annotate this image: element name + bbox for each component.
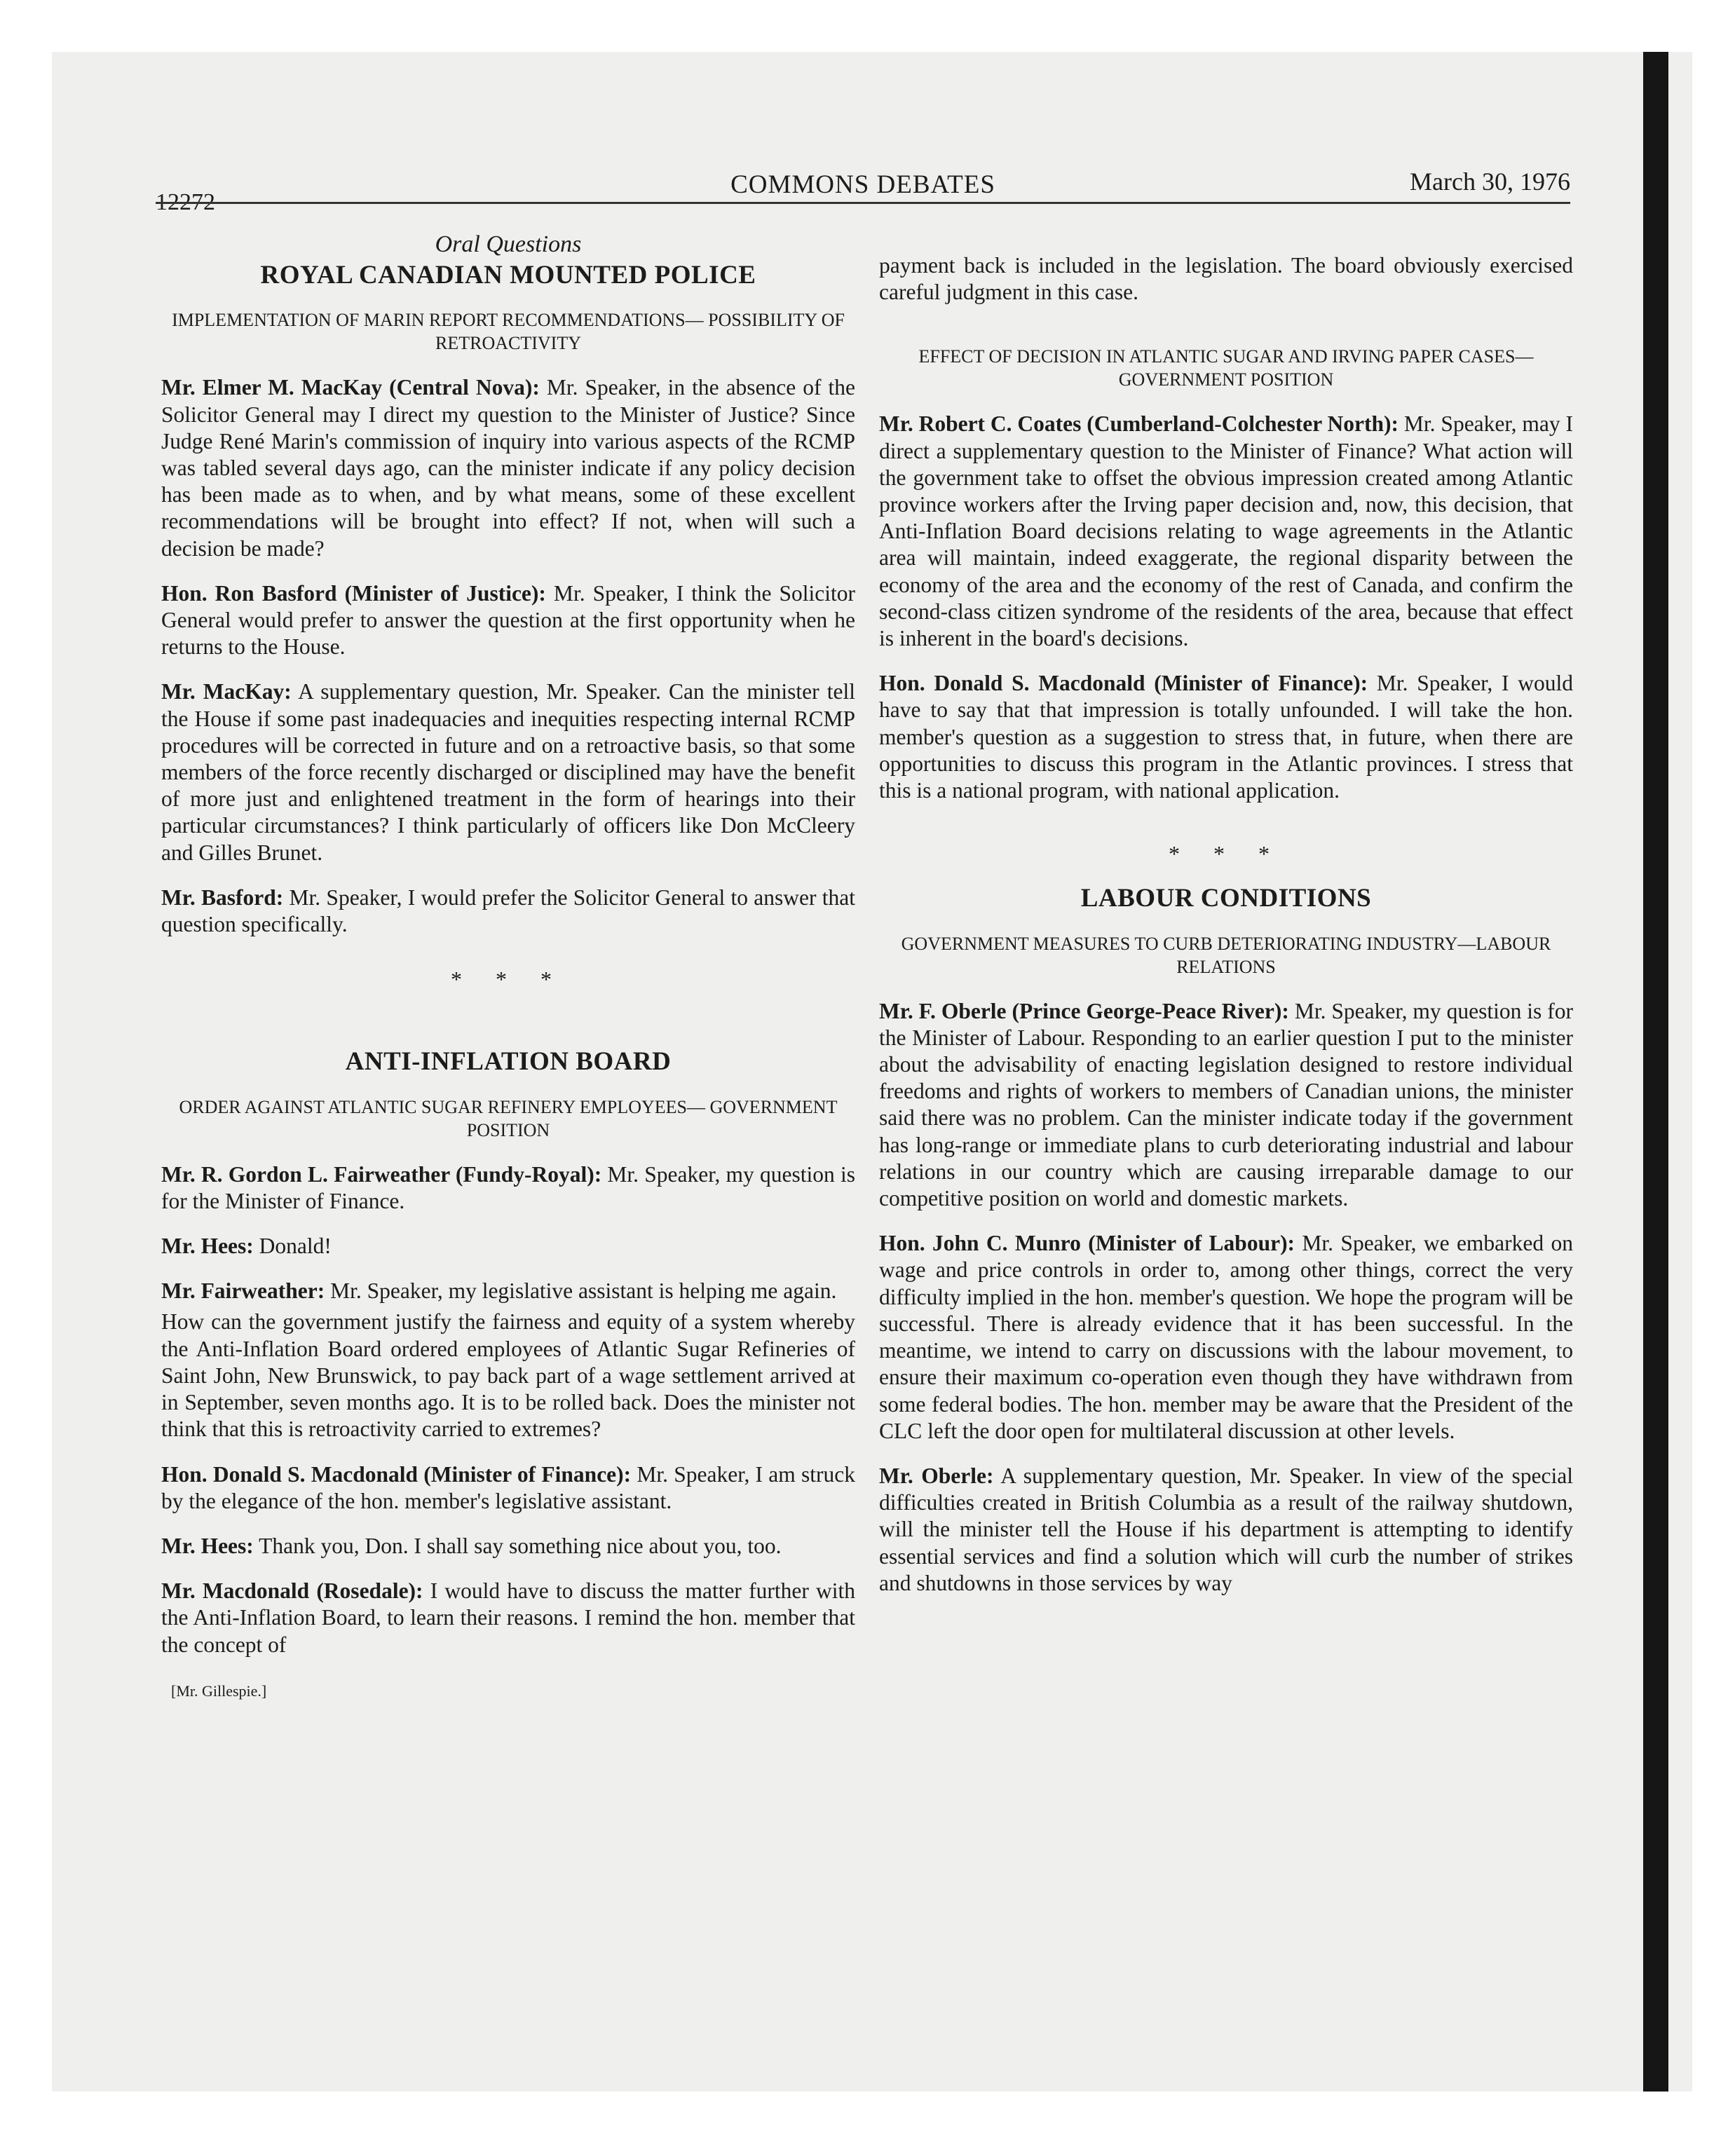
right-column — [879, 252, 1573, 1597]
speech-text: Mr. Speaker, my question is for the Minister of Labour. Responding to an earlier question I put to the minister about the advisability of enacting legislation designed to restore individual freedoms and rights of workers to members of Canadian unions, the minister said there was no problem. Can the minister indicate today if the government has long-range or immediate plans to curb deteriorating industrial and labour relations in our country which are causing irreparable damage to our competitive position on world and domestic markets. — [879, 998, 1573, 1211]
speech-paragraph — [879, 411, 1573, 652]
labour-heading: LABOUR CONDITIONS — [1080, 884, 1372, 913]
continued-paragraph: payment back is included in the legislation. The board obviously exercised careful judgment in this case. — [879, 253, 1573, 305]
anti-inflation-subheading: ORDER AGAINST ATLANTIC SUGAR REFINERY EMPLOYEES— GOVERNMENT POSITION — [179, 1096, 838, 1140]
speaker-name: Mr. Fairweather: — [161, 1278, 325, 1304]
atlantic-sugar-subheading: EFFECT OF DECISION IN ATLANTIC SUGAR AND IRVING PAPER CASES—GOVERNMENT POSITION — [918, 346, 1534, 390]
speech-text: Mr. Speaker, I think the Solicitor General would prefer to answer the question at the first opportunity when he returns to the House. — [161, 580, 855, 660]
speech-paragraph — [161, 1461, 855, 1515]
speech-text: I would have to discuss the matter further with the Anti-Inflation Board, to learn their reasons. I remind the hon. member that the concept of — [161, 1578, 855, 1657]
speaker-name: Mr. Hees: — [161, 1533, 254, 1558]
speaker-name: Mr. Basford: — [161, 885, 284, 910]
speech-text: Mr. Speaker, may I direct a supplementary question to the Minister of Finance? What action will the government take to offset the obvious impression created among Atlantic province workers after the Irving paper decision and, now, this decision, that Anti-Inflation Board decisions relating to wage agreements in the Atlantic area will maintain, indeed exaggerate, the regional disparity between the economy of the area and the economy of the rest of Canada, and confirm the second-class citizen syndrome of the residents of the area, because that effect is inherent in the board's decisions. — [879, 411, 1573, 651]
speech-paragraph: How can the government justify the fairness and equity of a system whereby the Anti-Inflation Board ordered employees of Atlantic Sugar Refineries of Saint John, New Brunswick, to pay back part of a wage settlement arrived at in September, seven months ago. It is to be rolled back. Does the minister not think that this is retroactivity carried to extremes? — [161, 1309, 855, 1442]
header-rule — [156, 202, 1570, 204]
speech-text: Mr. Speaker, I would prefer the Solicitor General to answer that question specifically. — [161, 885, 856, 937]
left-column — [161, 228, 855, 1705]
speech-paragraph — [161, 885, 855, 938]
rcmp-subheading: IMPLEMENTATION OF MARIN REPORT RECOMMENDATIONS— POSSIBILITY OF RETROACTIVITY — [172, 310, 845, 354]
scan-edge — [1643, 52, 1668, 2092]
speech-text: A supplementary question, Mr. Speaker. Can the minister tell the House if some past inadequacies and inequities respecting internal RCMP procedures will be corrected in future and on a retroactive basis, so that some members of the force recently discharged or disciplined may have the benefit of more just and enlightened treatment in the form of hearings into their particular circumstances? I think particularly of officers like Don McCleery and Gilles Brunet. — [161, 679, 855, 865]
speaker-name: Mr. MacKay: — [161, 679, 292, 704]
speech-paragraph — [161, 1161, 855, 1215]
speech-text: A supplementary question, Mr. Speaker. In view of the special difficulties created in British Columbia as a result of the railway shutdown, will the minister tell the House if his department is attempting to identify essential services and find a solution which will curb the number of strikes and shutdowns in those services by way — [879, 1463, 1573, 1595]
speaker-name: Mr. Hees: — [161, 1234, 254, 1259]
speech-paragraph — [879, 1230, 1573, 1445]
page-header — [156, 163, 1570, 215]
speaker-name: Mr. R. Gordon L. Fairweather (Fundy-Royal): — [161, 1161, 602, 1187]
speaker-name: Hon. Ron Basford (Minister of Justice): — [161, 580, 546, 606]
section-kicker: Oral Questions — [435, 231, 582, 257]
speaker-footnote: [Mr. Gillespie.] — [171, 1681, 267, 1700]
speech-text: Mr. Speaker, my legislative assistant is helping me again. — [325, 1278, 837, 1304]
section-divider: * * * — [1169, 841, 1284, 867]
speech-text: Donald! — [253, 1234, 332, 1259]
labour-subheading: GOVERNMENT MEASURES TO CURB DETERIORATING INDUSTRY—LABOUR RELATIONS — [901, 933, 1551, 977]
speech-paragraph — [161, 678, 855, 866]
speech-paragraph — [161, 1533, 855, 1560]
speaker-name: Mr. Elmer M. MacKay (Central Nova): — [161, 375, 540, 400]
rcmp-heading: ROYAL CANADIAN MOUNTED POLICE — [260, 261, 756, 290]
speaker-name: Hon. Donald S. Macdonald (Minister of Finance): — [879, 671, 1368, 696]
speaker-name: Mr. Macdonald (Rosedale): — [161, 1578, 423, 1604]
speech-text: Mr. Speaker, my question is for the Minister of Finance. — [161, 1161, 855, 1213]
speech-paragraph — [879, 998, 1573, 1213]
speaker-name: Mr. Robert C. Coates (Cumberland-Colchester North): — [879, 411, 1399, 437]
section-divider: * * * — [451, 967, 566, 992]
page-number: 12272 — [156, 189, 215, 215]
speech-paragraph — [161, 1278, 855, 1304]
publication-date: March 30, 1976 — [1410, 168, 1570, 196]
speech-text: Mr. Speaker, I am struck by the elegance of the hon. member's legislative assistant. — [161, 1461, 855, 1513]
speech-text: Mr. Speaker, in the absence of the Solicitor General may I direct my question to the Minister of Justice? Since Judge René Marin's commission of inquiry into various aspects of the RCMP was tabled several days ago, can the minister indicate if any policy decision has been made as to when, and by what means, some of these excellent recommendations will be brought into effect? If not, when will such a decision be made? — [161, 375, 855, 561]
speech-text: Mr. Speaker, I would have to say that that impression is totally unfounded. I will take the hon. member's question as a suggestion to stress that, in future, when there are opportunities to discuss this program in the Atlantic provinces. I stress that this is a national program, with national application. — [879, 671, 1573, 803]
speech-paragraph — [879, 670, 1573, 804]
speaker-name: Mr. F. Oberle (Prince George-Peace River): — [879, 998, 1289, 1023]
speech-text: Mr. Speaker, we embarked on wage and price controls in order to, among other things, correct the very difficulty implied in the hon. member's question. We hope the program will be successful. There is already evidence that it has been successful. In the meantime, we intend to carry on discussions with the labour movement, to ensure their maximum co-operation even though they have withdrawn from some federal bodies. The hon. member may be aware that the President of the CLC left the door open for multilateral discussion at other levels. — [879, 1231, 1573, 1443]
speaker-name: Hon. Donald S. Macdonald (Minister of Finance): — [161, 1461, 632, 1487]
journal-title: COMMONS DEBATES — [730, 170, 995, 199]
speech-text: Thank you, Don. I shall say something nice about you, too. — [253, 1533, 782, 1558]
speech-paragraph — [161, 1578, 855, 1658]
speech-paragraph — [879, 1463, 1573, 1597]
speech-paragraph — [161, 374, 855, 561]
anti-inflation-heading: ANTI-INFLATION BOARD — [345, 1047, 672, 1077]
speech-paragraph — [161, 580, 855, 661]
speaker-name: Hon. John C. Munro (Minister of Labour): — [879, 1231, 1295, 1256]
speech-paragraph — [161, 1233, 855, 1260]
speaker-name: Mr. Oberle: — [879, 1463, 994, 1488]
